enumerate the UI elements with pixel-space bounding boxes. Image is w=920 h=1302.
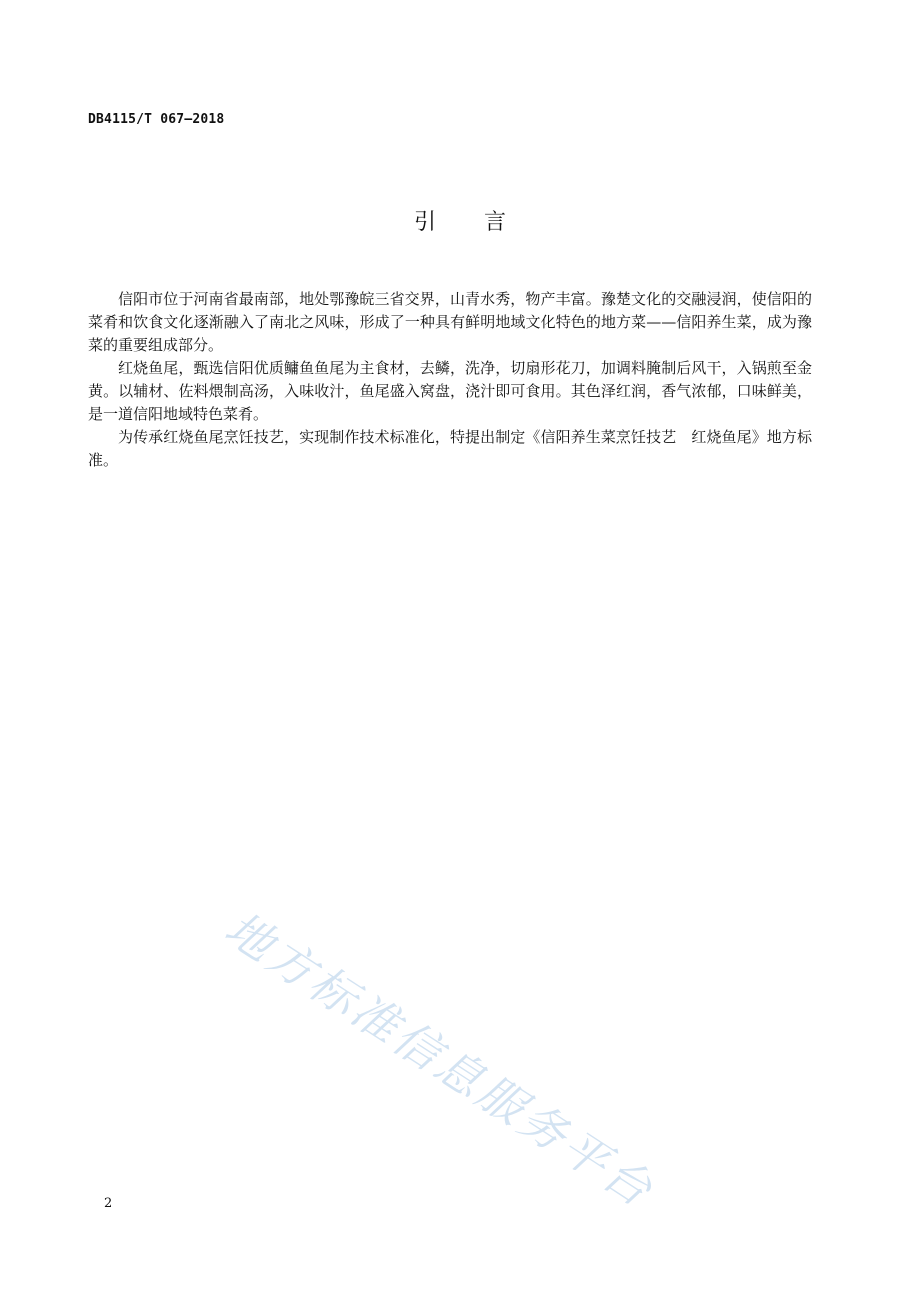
paragraph-1: 信阳市位于河南省最南部，地处鄂豫皖三省交界，山青水秀，物产丰富。豫楚文化的交融浸润，使信阳的菜肴和饮食文化逐渐融入了南北之风味，形成了一种具有鲜明地域文化特色的地方菜——信阳养生菜，成为豫菜的重要组成部分。: [88, 290, 812, 354]
document-code: DB4115/T 067—2018: [88, 112, 225, 127]
watermark: 地方标准信息服务平台: [215, 900, 665, 1219]
section-title: 引言: [413, 210, 554, 235]
paragraph-3: 为传承红烧鱼尾烹饪技艺，实现制作技术标准化，特提出制定《信阳养生菜烹饪技艺 红烧鱼尾》地方标准。: [88, 428, 812, 469]
paragraph-2: 红烧鱼尾，甄选信阳优质鳙鱼鱼尾为主食材，去鳞，洗净，切扇形花刀，加调料腌制后风干，入锅煎至金黄。以辅材、佐料煨制高汤，入味收汁，鱼尾盛入窝盘，浇汁即可食用。其色泽红润，香气浓郁，口味鲜美，是一道信阳地域特色菜肴。: [88, 359, 812, 423]
page-number: 2: [104, 1196, 113, 1211]
body-text: [88, 288, 812, 472]
